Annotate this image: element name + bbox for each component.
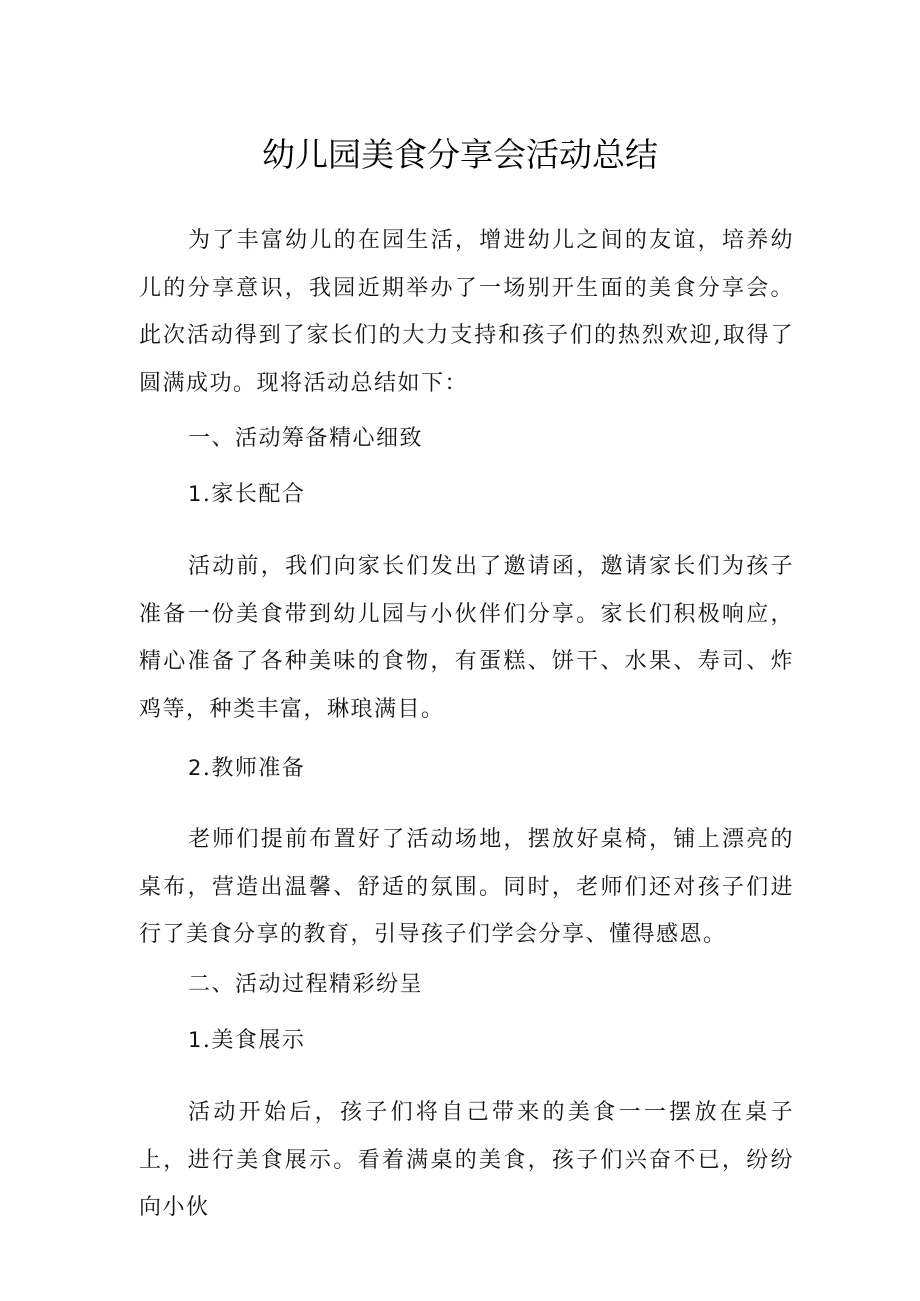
subheading-title: .家长配合	[202, 482, 306, 507]
subheading-number: 1	[188, 482, 203, 506]
teacher-preparation-paragraph: 老师们提前布置好了活动场地，摆放好桌椅，铺上漂亮的桌布，营造出温馨、舒适的氛围。同时，老师们还对孩子们进行了美食分享的教育，引导孩子们学会分享、懂得感恩。	[139, 827, 794, 947]
section-1-heading: 一、活动筹备精心细致	[188, 426, 424, 451]
subheading-number: 2	[188, 756, 203, 780]
subheading-food-display	[139, 1020, 843, 1061]
subheading-title: .美食展示	[202, 1028, 306, 1053]
intro-paragraph: 为了丰富幼儿的在园生活，增进幼儿之间的友谊，培养幼儿的分享意识，我园近期举办了一场别开生面的美食分享会。此次活动得到了家长们的大力支持和孩子们的热烈欢迎,取得了圆满成功。现将活动总结如下：	[139, 228, 794, 396]
subheading-number: 1	[188, 1028, 203, 1052]
document-title: 幼儿园美食分享会活动总结	[262, 135, 658, 174]
parent-cooperation-paragraph: 活动前，我们向家长们发出了邀请函，邀请家长们为孩子准备一份美食带到幼儿园与小伙伴们分享。家长们积极响应，精心准备了各种美味的食物，有蛋糕、饼干、水果、寿司、炸鸡等，种类丰富，琳琅满目。	[139, 554, 794, 722]
subheading-parent-cooperation	[139, 474, 843, 515]
subheading-teacher-preparation	[139, 748, 843, 789]
subheading-title: .教师准备	[202, 756, 306, 781]
section-2-heading: 二、活动过程精彩纷呈	[188, 972, 424, 997]
food-display-paragraph: 活动开始后，孩子们将自己带来的美食一一摆放在桌子上，进行美食展示。看着满桌的美食，孩子们兴奋不已，纷纷向小伙	[139, 1100, 794, 1220]
